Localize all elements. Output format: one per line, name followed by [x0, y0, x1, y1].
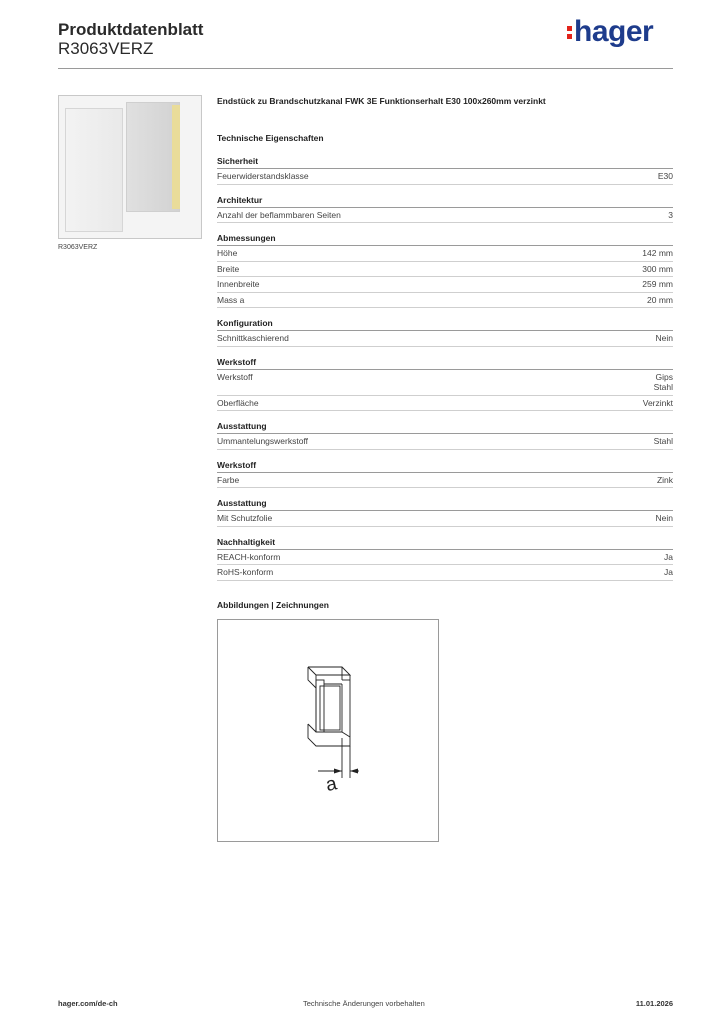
spec-value-line: 3 — [668, 209, 673, 220]
spec-row — [217, 396, 673, 412]
spec-label: Anzahl der beflammbaren Seiten — [217, 209, 341, 220]
hager-logo — [567, 14, 653, 50]
spec-label: RoHS-konform — [217, 567, 274, 577]
drawings-title: Abbildungen | Zeichnungen — [217, 600, 329, 610]
spec-value-line: Nein — [655, 333, 673, 343]
spec-group-title: Ausstattung — [217, 421, 673, 434]
logo-wordmark: hager — [574, 15, 654, 48]
spec-value-line: Gips — [655, 371, 673, 382]
spec-group-title: Werkstoff — [217, 460, 673, 473]
spec-value — [664, 567, 673, 578]
spec-group-title: Abmessungen — [217, 233, 673, 246]
spec-label: Mass a — [217, 294, 245, 305]
spec-groups — [217, 156, 673, 581]
spec-label: Werkstoff — [217, 371, 253, 382]
product-photo — [58, 95, 202, 239]
spec-value — [668, 210, 673, 221]
spec-label: Farbe — [217, 474, 240, 485]
spec-label: Oberfläche — [217, 397, 259, 408]
spec-group-title: Konfiguration — [217, 318, 673, 331]
spec-value-line: 142 mm — [642, 248, 673, 258]
spec-label: Mit Schutzfolie — [217, 513, 273, 523]
spec-value-line: Verzinkt — [642, 397, 673, 408]
spec-value-line: 20 mm — [647, 294, 673, 305]
document-title: Produktdatenblatt — [58, 20, 204, 39]
footer-website[interactable]: hager.com/de-ch — [58, 999, 118, 1008]
technical-drawing-svg — [218, 620, 438, 841]
specifications — [217, 96, 673, 581]
spec-value — [656, 513, 673, 524]
footer-notice: Technische Änderungen vorbehalten — [303, 999, 425, 1008]
spec-row — [217, 565, 673, 581]
spec-group-title: Nachhaltigkeit — [217, 537, 673, 550]
spec-value — [658, 171, 673, 182]
product-code: R3063VERZ — [58, 39, 154, 58]
spec-value-line: E30 — [657, 171, 673, 181]
spec-row — [217, 262, 673, 278]
spec-value-line: Nein — [655, 513, 673, 523]
spec-value-line: Stahl — [653, 382, 673, 392]
spec-value-line: 300 mm — [642, 263, 673, 274]
spec-value-line: 259 mm — [642, 279, 673, 289]
spec-group-title: Architektur — [217, 195, 673, 208]
spec-row — [217, 370, 673, 396]
spec-value-line: Ja — [664, 551, 673, 562]
spec-value — [642, 279, 673, 290]
spec-value-line: Zink — [656, 474, 673, 485]
product-description: Endstück zu Brandschutzkanal FWK 3E Funktionserhalt E30 100x260mm verzinkt — [217, 96, 546, 106]
spec-row — [217, 550, 673, 566]
spec-value — [654, 372, 673, 393]
section-heading: Technische Eigenschaften — [217, 133, 324, 143]
spec-row — [217, 208, 673, 224]
header-divider — [58, 68, 673, 69]
spec-value — [647, 295, 673, 306]
spec-value — [664, 552, 673, 563]
spec-label: Ummantelungswerkstoff — [217, 436, 309, 446]
spec-label: Feuerwiderstandsklasse — [217, 171, 309, 181]
footer-date: 11.01.2026 — [635, 999, 673, 1008]
spec-value-line: Ja — [664, 567, 673, 577]
dimension-label-a: a — [324, 773, 339, 797]
spec-label: Breite — [217, 263, 240, 274]
spec-row — [217, 473, 673, 489]
spec-label: REACH-konform — [217, 551, 281, 562]
spec-row — [217, 169, 673, 185]
spec-group-title: Werkstoff — [217, 357, 673, 370]
spec-label: Höhe — [217, 248, 238, 258]
spec-group-title: Sicherheit — [217, 156, 673, 169]
photo-insulation — [172, 105, 180, 209]
spec-row — [217, 331, 673, 347]
spec-row — [217, 434, 673, 450]
spec-value — [642, 248, 673, 259]
spec-row — [217, 293, 673, 309]
spec-row — [217, 277, 673, 293]
photo-caption: R3063VERZ — [58, 244, 98, 251]
photo-box-front — [65, 108, 123, 232]
spec-value — [656, 333, 673, 344]
spec-value — [643, 398, 673, 409]
logo-dots-icon — [567, 23, 573, 43]
spec-value-line: Stahl — [653, 436, 673, 446]
spec-value — [657, 475, 673, 486]
spec-label: Schnittkaschierend — [217, 333, 289, 343]
technical-drawing — [217, 619, 439, 842]
spec-value — [642, 264, 673, 275]
spec-value — [654, 436, 673, 447]
spec-row — [217, 511, 673, 527]
spec-row — [217, 246, 673, 262]
spec-label: Innenbreite — [217, 279, 260, 289]
spec-group-title: Ausstattung — [217, 498, 673, 511]
